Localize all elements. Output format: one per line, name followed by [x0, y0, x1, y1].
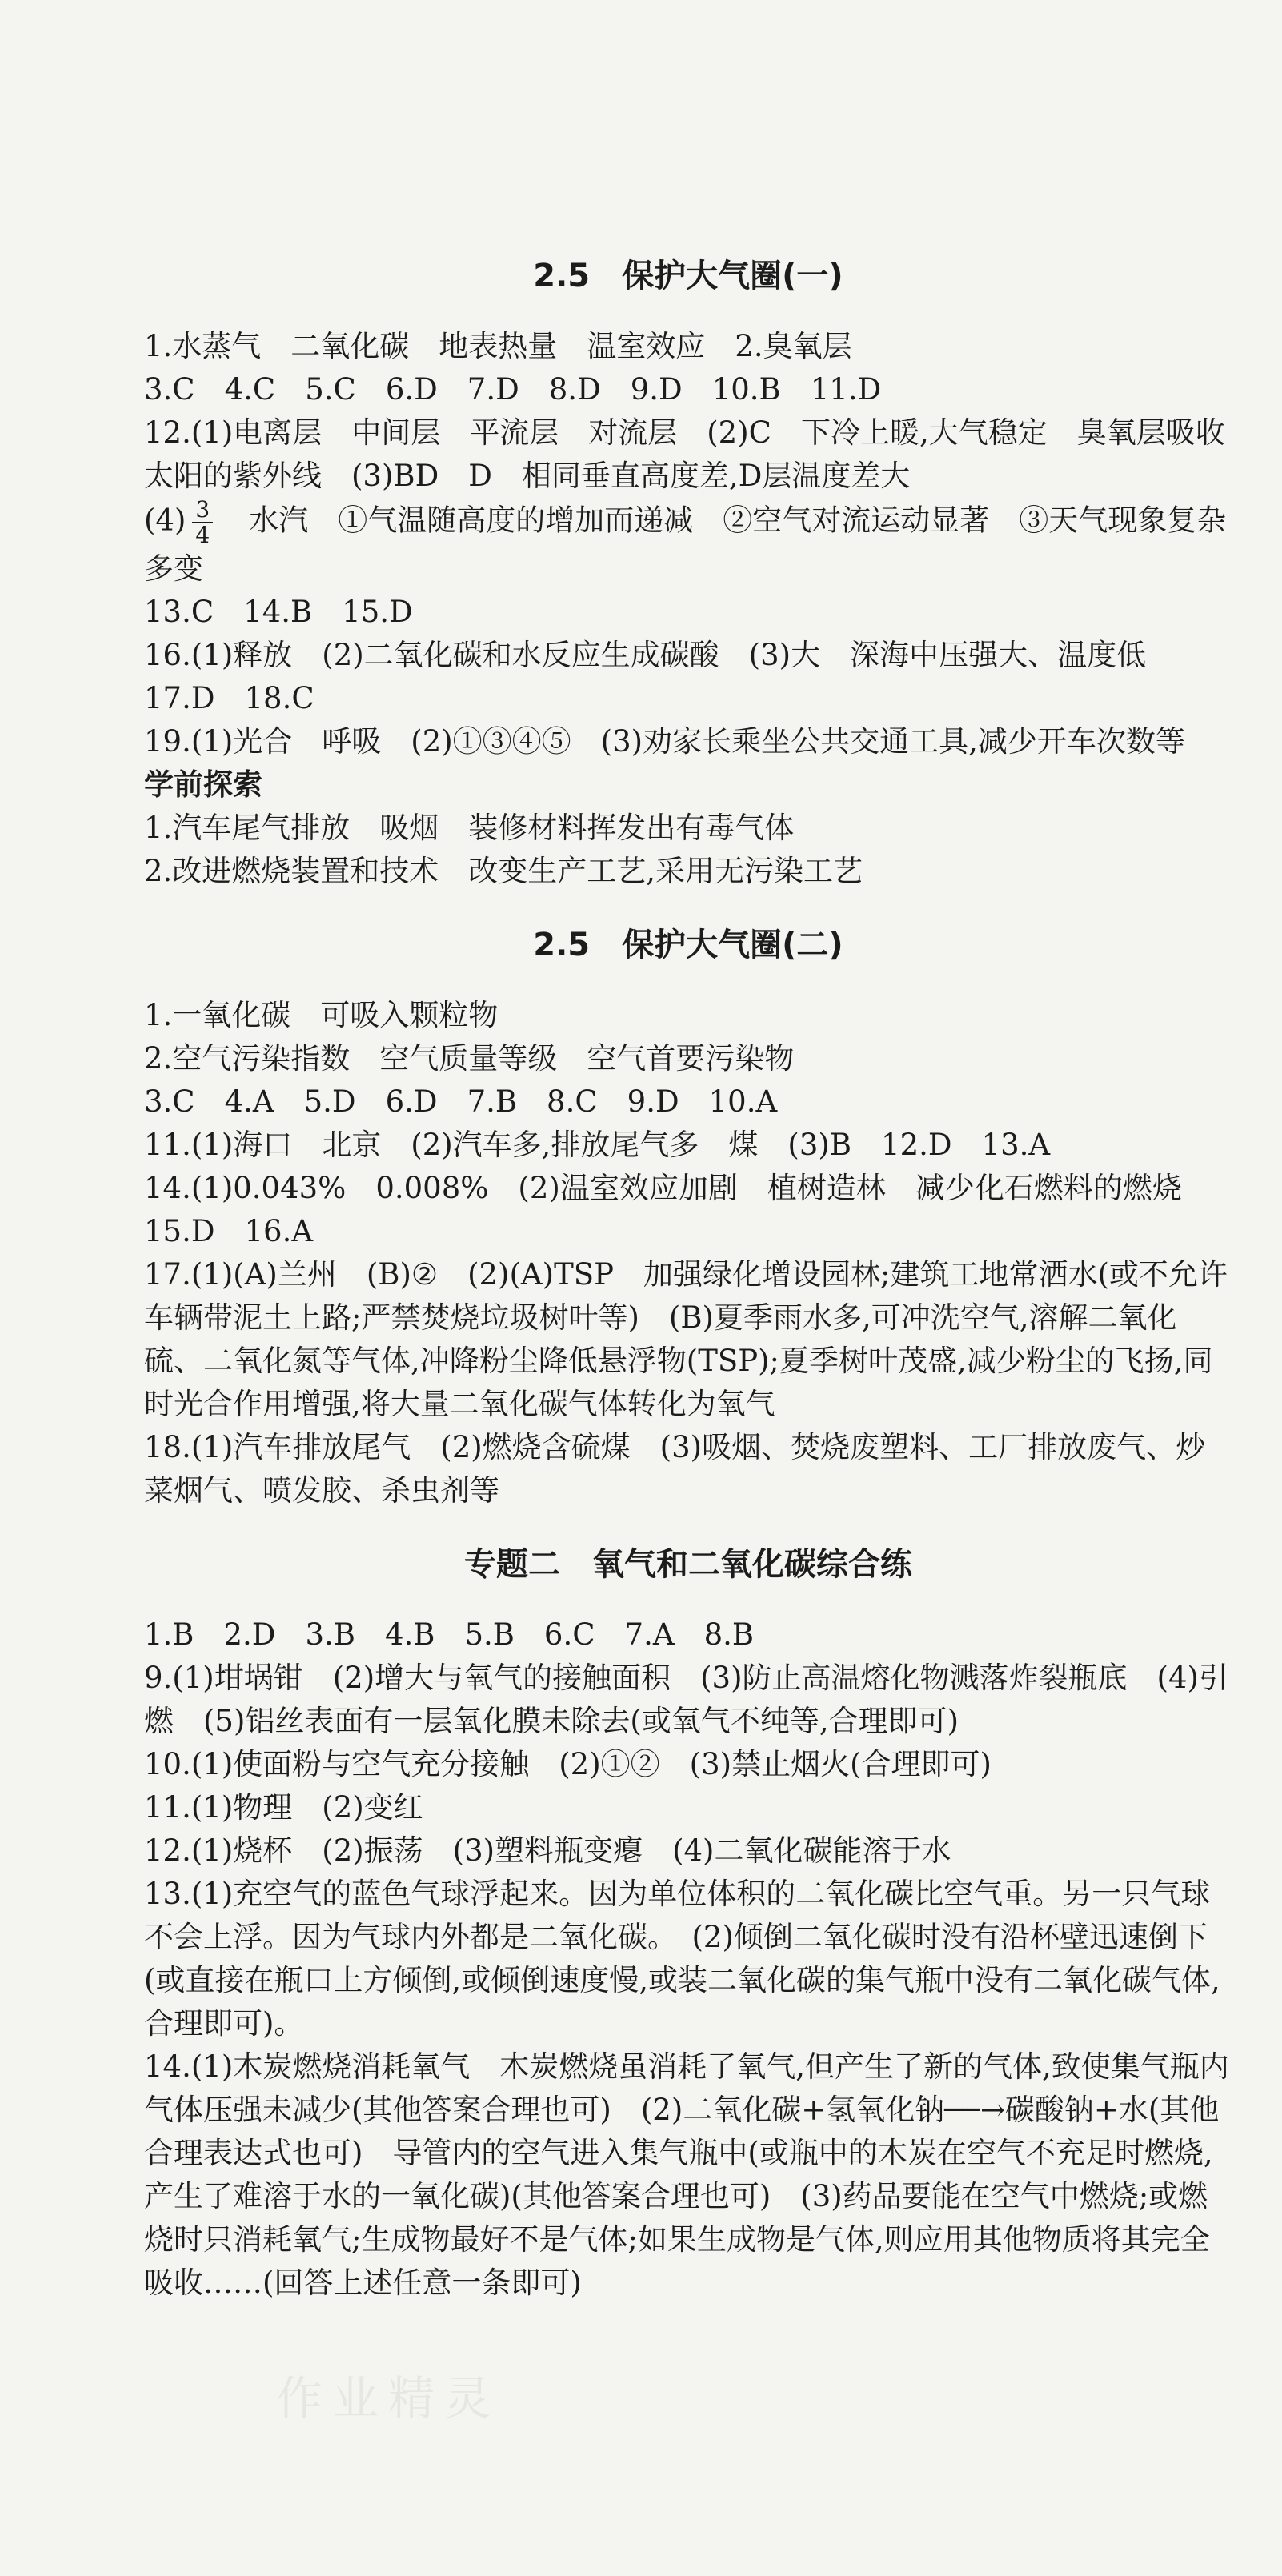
watermark: 作业精灵	[276, 2371, 501, 2426]
fraction-numerator: 3	[192, 498, 213, 523]
answer-line: 12.(1)电离层 中间层 平流层 对流层 (2)C 下冷上暖,大气稳定 臭氧层吸收太阳的紫外线 (3)BD D 相同垂直高度差,D层温度差大	[144, 415, 1225, 493]
section-title: 2.5 保护大气圈(一)	[533, 258, 843, 294]
answer-line: 1.一氧化碳 可吸入颗粒物	[144, 998, 499, 1032]
answer-line: 17.D 18.C	[144, 681, 314, 715]
answer-line: 16.(1)释放 (2)二氧化碳和水反应生成碳酸 (3)大 深海中压强大、温度低	[144, 638, 1147, 672]
answer-line: 19.(1)光合 呼吸 (2)①③④⑤ (3)劝家长乘坐公共交通工具,减少开车次数等	[144, 724, 1185, 759]
answer-line: 3.C 4.A 5.D 6.D 7.B 8.C 9.D 10.A	[144, 1084, 778, 1119]
answer-line: 11.(1)物理 (2)变红	[144, 1790, 423, 1825]
section-title: 2.5 保护大气圈(二)	[533, 927, 843, 963]
answer-line: 14.(1)木炭燃烧消耗氧气 木炭燃烧虽消耗了氧气,但产生了新的气体,致使集气瓶内气体压强未减少(其他答案合理也可) (2)二氧化碳+氢氧化钠──→碳酸钠+水(其他合理表达式也可) 导管内的空气进入集气瓶中(或瓶中的木炭在空气不充足时燃烧,产生了难溶于水的一氧化碳)(其他答案合理也可) (3)药品要能在空气中燃烧;或燃烧时只消耗氧气;生成物最好不是气体;如果生成物是气体,则应用其他物质将其完全吸收……(回答上述任意一条即可)	[144, 2049, 1229, 2300]
answer-content	[144, 254, 1232, 2305]
answer-line: 1.B 2.D 3.B 4.B 5.B 6.C 7.A 8.B	[144, 1617, 755, 1652]
subheading: 学前探索	[144, 767, 262, 802]
fraction-prefix: (4)	[144, 503, 186, 538]
fraction-line-text: 水汽 ①气温随高度的增加而递减 ②空气对流运动显著 ③天气现象复杂多变	[144, 503, 1227, 586]
answer-line: 11.(1)海口 北京 (2)汽车多,排放尾气多 煤 (3)B 12.D 13.A	[144, 1128, 1051, 1162]
answer-line: 17.(1)(A)兰州 (B)② (2)(A)TSP 加强绿化增设园林;建筑工地常洒水(或不允许车辆带泥土上路;严禁焚烧垃圾树叶等) (B)夏季雨水多,可冲洗空气,溶解二氧化硫、二氧化氮等气体,冲降粉尘降低悬浮物(TSP);夏季树叶茂盛,减少粉尘的飞扬,同时光合作用增强,将大量二氧化碳气体转化为氧气	[144, 1257, 1228, 1421]
answer-line-with-fraction	[144, 498, 1232, 591]
section-title: 专题二 氧气和二氧化碳综合练	[464, 1546, 912, 1583]
answer-line: 3.C 4.C 5.C 6.D 7.D 8.D 9.D 10.B 11.D	[144, 372, 882, 407]
answer-line: 15.D 16.A	[144, 1214, 314, 1248]
answer-line: 18.(1)汽车排放尾气 (2)燃烧含硫煤 (3)吸烟、焚烧废塑料、工厂排放废气、炒菜烟气、喷发胶、杀虫剂等	[144, 1430, 1206, 1508]
answer-line: 12.(1)烧杯 (2)振荡 (3)塑料瓶变瘪 (4)二氧化碳能溶于水	[144, 1833, 951, 1868]
answer-line: 1.水蒸气 二氧化碳 地表热量 温室效应 2.臭氧层	[144, 329, 852, 363]
answer-line: 13.C 14.B 15.D	[144, 595, 413, 629]
answer-line: 10.(1)使面粉与空气充分接触 (2)①② (3)禁止烟火(合理即可)	[144, 1747, 992, 1781]
fraction	[192, 498, 213, 547]
answer-line: 2.改进燃烧装置和技术 改变生产工艺,采用无污染工艺	[144, 854, 863, 888]
answer-line: 2.空气污染指数 空气质量等级 空气首要污染物	[144, 1041, 795, 1076]
answer-line: 9.(1)坩埚钳 (2)增大与氧气的接触面积 (3)防止高温熔化物溅落炸裂瓶底 (4)引燃 (5)铝丝表面有一层氧化膜未除去(或氧气不纯等,合理即可)	[144, 1661, 1228, 1738]
fraction-denominator: 4	[195, 522, 210, 548]
answer-line: 1.汽车尾气排放 吸烟 装修材料挥发出有毒气体	[144, 811, 795, 845]
answer-line: 13.(1)充空气的蓝色气球浮起来。因为单位体积的二氧化碳比空气重。另一只气球不会上浮。因为气球内外都是二氧化碳。 (2)倾倒二氧化碳时没有沿杯壁迅速倒下(或直接在瓶口上方倾倒,或倾倒速度慢,或装二氧化碳的集气瓶中没有二氧化碳气体,合理即可)。	[144, 1877, 1220, 2041]
answer-line: 14.(1)0.043% 0.008% (2)温室效应加剧 植树造林 减少化石燃料的燃烧	[144, 1171, 1182, 1205]
